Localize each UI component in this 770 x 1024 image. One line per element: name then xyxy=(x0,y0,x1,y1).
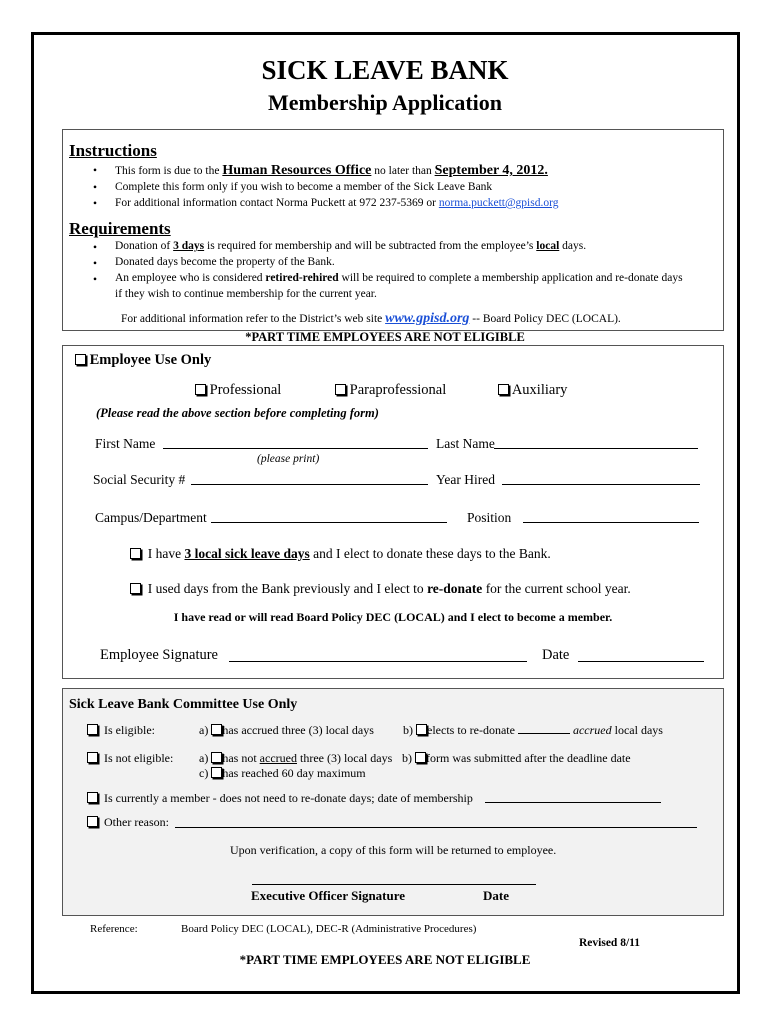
executive-signature-line[interactable] xyxy=(252,884,536,885)
eligible-option[interactable] xyxy=(87,723,155,738)
not-eligible-c xyxy=(199,766,366,781)
req-text: will be required to complete a membership application and re-donate days xyxy=(341,272,683,284)
checkbox-icon[interactable] xyxy=(87,816,98,827)
executive-signature-label: Executive Officer Signature xyxy=(251,888,406,903)
instruction-contact xyxy=(115,197,558,209)
redonate-text: for the current school year. xyxy=(485,581,631,596)
position-field[interactable] xyxy=(523,510,699,523)
instruction-due-mid: no later than xyxy=(374,165,432,177)
donate-option[interactable] xyxy=(130,546,551,562)
verification-note: Upon verification, a copy of this form will be returned to employee. xyxy=(230,843,557,857)
option-auxiliary[interactable] xyxy=(498,382,567,399)
form-subtitle: Membership Application xyxy=(267,90,503,115)
reference-label: Reference: xyxy=(90,923,138,935)
checkbox-icon xyxy=(75,354,86,365)
option-label: Auxiliary xyxy=(511,382,568,398)
website-policy: -- Board Policy DEC (LOCAL). xyxy=(472,313,621,325)
req-local: local xyxy=(536,240,560,252)
checkbox-icon[interactable] xyxy=(211,752,222,763)
contact-email-link[interactable]: norma.puckett@gpisd.org xyxy=(438,197,559,209)
checkbox-icon[interactable] xyxy=(87,752,98,763)
signature-field[interactable] xyxy=(229,649,527,662)
requirement-retired xyxy=(115,272,683,284)
redonate-option[interactable] xyxy=(130,581,631,597)
option-paraprofessional[interactable] xyxy=(335,382,446,399)
date-field[interactable] xyxy=(578,649,704,662)
req-days: 3 days xyxy=(173,240,205,252)
requirement-retired-cont: if they wish to continue membership for the current year. xyxy=(115,288,377,300)
bullet-icon: • xyxy=(93,182,98,194)
year-hired-field[interactable] xyxy=(502,472,700,485)
option-letter: b) xyxy=(403,723,413,737)
option-label: Professional xyxy=(209,382,282,398)
footer-notice: *PART TIME EMPLOYEES ARE NOT ELIGIBLE xyxy=(239,952,531,967)
option-letter: b) xyxy=(402,751,412,765)
req-retired: retired-rehired xyxy=(265,272,339,284)
requirement-donation xyxy=(115,240,586,252)
website-text: For additional information refer to the District’s web site xyxy=(121,313,383,325)
checkbox-icon[interactable] xyxy=(416,724,427,735)
ssn-label: Social Security # xyxy=(93,472,186,487)
website-info xyxy=(121,311,621,327)
ne-c-text: has reached 60 day maximum xyxy=(222,766,366,780)
redonate-text: I used days from the Bank previously and I elect to xyxy=(147,581,424,596)
employee-heading xyxy=(75,352,211,369)
year-hired-label: Year Hired xyxy=(436,472,495,487)
instruction-due-text: This form is due to the xyxy=(115,165,220,177)
req-text: days. xyxy=(562,240,587,252)
executive-date-label: Date xyxy=(483,888,509,903)
date-label: Date xyxy=(542,647,570,663)
website-link[interactable]: www.gpisd.org xyxy=(385,311,470,326)
checkbox-icon[interactable] xyxy=(87,792,98,803)
donate-text: and I elect to donate these days to the Bank. xyxy=(313,546,551,561)
other-reason-field[interactable] xyxy=(175,815,697,828)
current-member-option[interactable] xyxy=(87,791,473,806)
bullet-icon: • xyxy=(93,274,98,286)
part-time-notice: *PART TIME EMPLOYEES ARE NOT ELIGIBLE xyxy=(245,330,525,344)
other-reason-label: Other reason: xyxy=(104,815,169,829)
eligible-b-text: elects to re-donate xyxy=(427,723,515,737)
checkbox-icon[interactable] xyxy=(211,724,222,735)
redonate-bold: re-donate xyxy=(427,581,483,596)
requirements-heading: Requirements xyxy=(69,219,171,238)
checkbox-icon[interactable] xyxy=(87,724,98,735)
campus-label: Campus/Department xyxy=(95,510,207,525)
ne-a-text: three (3) local days xyxy=(299,751,393,765)
bullet-icon: • xyxy=(93,165,98,177)
employee-heading-text: Employee Use Only xyxy=(89,352,212,368)
committee-heading: Sick Leave Bank Committee Use Only xyxy=(69,697,298,712)
req-text: An employee who is considered xyxy=(115,272,263,284)
eligible-b-post: local days xyxy=(614,723,663,737)
please-print: (please print) xyxy=(257,453,320,465)
reference-text: Board Policy DEC (LOCAL), DEC-R (Administrative Procedures) xyxy=(181,923,477,935)
checkbox-icon[interactable] xyxy=(130,583,141,594)
req-text: is required for membership and will be subtracted from the employee’s xyxy=(207,240,534,252)
not-eligible-a xyxy=(199,751,392,766)
checkbox-icon[interactable] xyxy=(195,384,206,395)
bullet-icon: • xyxy=(93,242,98,254)
membership-statement: I have read or will read Board Policy DEC (LOCAL) and I elect to become a member. xyxy=(173,610,613,624)
form-title: SICK LEAVE BANK xyxy=(261,55,509,85)
bullet-icon: • xyxy=(93,258,98,270)
ne-a-accrued: accrued xyxy=(259,751,297,765)
not-eligible-option[interactable] xyxy=(87,751,173,766)
eligible-a-text: has accrued three (3) local days xyxy=(222,723,374,737)
hr-office: Human Resources Office xyxy=(222,163,372,178)
checkbox-icon[interactable] xyxy=(211,767,222,778)
revised-date: Revised 8/11 xyxy=(579,937,641,949)
donate-text: I have xyxy=(147,546,182,561)
option-letter: c) xyxy=(199,766,209,780)
option-letter: a) xyxy=(199,751,209,765)
current-member-text: Is currently a member - does not need to re-donate days; date of membership xyxy=(104,791,473,805)
read-note: (Please read the above section before completing form) xyxy=(96,406,379,420)
donate-days: 3 local sick leave days xyxy=(184,546,310,561)
first-name-field[interactable] xyxy=(163,436,428,449)
not-eligible-label: Is not eligible: xyxy=(104,751,174,765)
due-date: September 4, 2012. xyxy=(434,163,548,178)
position-label: Position xyxy=(467,510,512,525)
last-name-label: Last Name xyxy=(436,436,495,451)
membership-date-field[interactable] xyxy=(485,790,661,803)
eligible-b xyxy=(403,723,663,738)
ne-a-text: has not xyxy=(222,751,257,765)
redonate-days-field[interactable] xyxy=(518,723,570,734)
accrued-italic: accrued xyxy=(572,723,612,737)
bullet-icon: • xyxy=(93,198,98,210)
instruction-due xyxy=(115,163,548,179)
eligible-label: Is eligible: xyxy=(104,723,155,737)
other-reason-option[interactable] xyxy=(87,815,169,830)
first-name-label: First Name xyxy=(95,436,156,451)
ssn-field[interactable] xyxy=(191,472,428,485)
contact-text: For additional information contact Norma Puckett at 972 237-5369 or xyxy=(115,197,436,209)
checkbox-icon[interactable] xyxy=(415,752,426,763)
ne-b-text: form was submitted after the deadline date xyxy=(426,751,631,765)
checkbox-icon[interactable] xyxy=(335,384,346,395)
signature-label: Employee Signature xyxy=(100,647,218,663)
campus-field[interactable] xyxy=(211,510,447,523)
instruction-complete: Complete this form only if you wish to become a member of the Sick Leave Bank xyxy=(115,181,493,193)
eligible-a xyxy=(199,723,374,738)
not-eligible-b xyxy=(402,751,631,766)
option-label: Paraprofessional xyxy=(349,382,447,398)
option-letter: a) xyxy=(199,723,209,737)
req-text: Donation of xyxy=(115,240,171,252)
option-professional[interactable] xyxy=(195,382,281,399)
requirement-property: Donated days become the property of the Bank. xyxy=(115,256,335,268)
last-name-field[interactable] xyxy=(494,436,698,449)
checkbox-icon[interactable] xyxy=(130,548,141,559)
checkbox-icon[interactable] xyxy=(498,384,509,395)
instructions-heading: Instructions xyxy=(69,141,157,160)
